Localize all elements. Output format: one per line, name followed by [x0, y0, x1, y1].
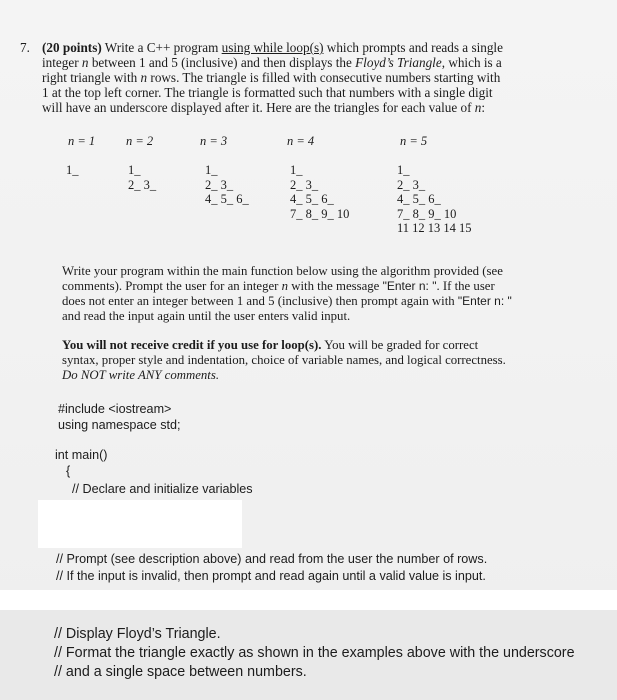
question-paragraph — [20, 40, 564, 115]
question-line-3 — [42, 70, 564, 85]
include-line: #include <iostream> — [58, 402, 172, 416]
example-header-n5: n = 5 — [400, 134, 428, 148]
comment-spacing: // and a single space between numbers. — [54, 664, 307, 680]
variable-n: n — [140, 70, 148, 85]
comment-declare-variables: // Declare and initialize variables — [72, 482, 253, 496]
example-header-n4: n = 4 — [287, 134, 315, 148]
floyd-triangle-term: Floyd’s Triangle — [355, 55, 442, 70]
question-text: between 1 and 5 (inclusive) and then displays the — [88, 55, 356, 70]
question-number: 7. — [20, 40, 30, 55]
triangle-example-n4: 1_ 2_ 3_ 4_ 5_ 6_ 7_ 8_ 9_ 10 — [290, 163, 350, 221]
variable-n: n — [474, 100, 482, 115]
question-line-1 — [42, 40, 564, 55]
example-header-n1: n = 1 — [68, 134, 96, 148]
main-signature: int main() — [55, 448, 108, 462]
variable-n: n — [281, 279, 289, 293]
question-text: , which is a — [441, 55, 502, 70]
question-text: : — [481, 100, 486, 115]
instructions-text: does not enter an integer between 1 and 5 (inclusive) then prompt again with — [62, 294, 458, 308]
question-text: Write a C++ program — [101, 40, 222, 55]
triangle-example-n2: 1_ 2_ 3_ — [128, 163, 157, 192]
instructions-text: with the message — [288, 279, 383, 293]
example-header-n2: n = 2 — [126, 134, 154, 148]
question-text: right triangle with — [42, 70, 141, 85]
while-loop-requirement: using while loop(s) — [221, 40, 324, 55]
question-text: will have an underscore displayed after it. Here are the triangles for each value of — [42, 100, 475, 115]
example-header-n3: n = 3 — [200, 134, 228, 148]
comment-prompt: // Prompt (see description above) and read from the user the number of rows. — [56, 552, 488, 566]
warning-line-2: syntax, proper style and indentation, choice of variable names, and logical correctness. — [62, 353, 506, 367]
comment-display-triangle: // Display Floyd’s Triangle. — [54, 626, 221, 642]
triangle-example-n5: 1_ 2_ 3_ 4_ 5_ 6_ 7_ 8_ 9_ 10 11 12 13 14 15 — [397, 163, 472, 236]
no-for-loop-warning: You will not receive credit if you use for loop(s). — [62, 338, 322, 352]
prompt-message: "Enter n: " — [457, 294, 512, 308]
lower-section — [0, 610, 617, 700]
instructions-line-2 — [62, 279, 532, 294]
comment-validate-input: // If the input is invalid, then prompt and read again until a valid value is input. — [56, 569, 486, 583]
open-brace: { — [66, 464, 71, 478]
namespace-line: using namespace std; — [58, 418, 181, 432]
question-line-5 — [42, 100, 564, 115]
question-points: (20 points) — [42, 40, 102, 55]
instructions-text: . If the user — [436, 279, 495, 293]
triangle-example-n1: 1_ — [66, 163, 79, 177]
comment-format-triangle: // Format the triangle exactly as shown in the examples above with the underscore — [54, 645, 575, 661]
question-line-4: 1 at the top left corner. The triangle is formatted such that numbers with a single digit — [42, 85, 493, 100]
question-text: integer — [42, 55, 82, 70]
question-text: rows. The triangle is filled with consecutive numbers starting with — [147, 70, 501, 85]
instructions-line-1: Write your program within the main function below using the algorithm provided (see — [62, 264, 503, 278]
redaction-box — [38, 500, 242, 548]
instructions-line-4: and read the input again until the user enters valid input. — [62, 309, 351, 323]
instructions-text: comments). Prompt the user for an integer — [62, 279, 282, 293]
question-line-2 — [42, 55, 564, 70]
redaction-strip — [0, 590, 617, 610]
warning-line-1 — [62, 338, 532, 353]
variable-n: n — [81, 55, 89, 70]
grading-warning — [62, 338, 532, 383]
prompt-message: "Enter n: " — [382, 279, 437, 293]
question-text: which prompts and reads a single — [323, 40, 503, 55]
triangle-example-n3: 1_ 2_ 3_ 4_ 5_ 6_ — [205, 163, 249, 207]
instructions-paragraph — [62, 264, 532, 324]
warning-line-3: Do NOT write ANY comments. — [62, 368, 220, 382]
warning-text: You will be graded for correct — [321, 338, 479, 352]
instructions-line-3 — [62, 294, 532, 309]
